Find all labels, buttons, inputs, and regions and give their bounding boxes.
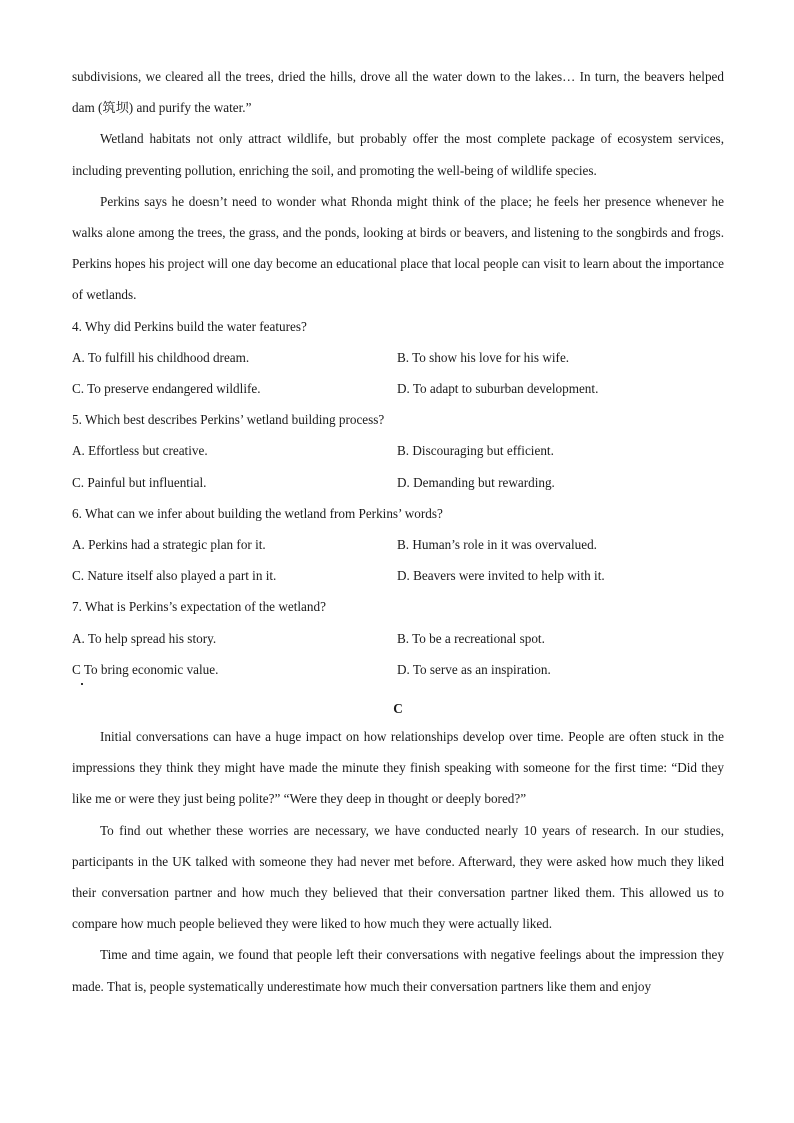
section-c-heading: C [393, 701, 403, 717]
question-stem: 6. What can we infer about building the wetland from Perkins’ words? [72, 505, 443, 521]
option-c[interactable]: C To bring economic value. [72, 661, 219, 677]
question-6 [72, 498, 724, 592]
option-c[interactable]: C. Nature itself also played a part in it. [72, 568, 277, 584]
option-d[interactable]: D. To serve as an inspiration. [397, 661, 551, 677]
option-a[interactable]: A. Effortless but creative. [72, 443, 208, 459]
option-d[interactable]: D. To adapt to suburban development. [397, 381, 599, 397]
question-stem: 4. Why did Perkins build the water features? [72, 318, 307, 334]
option-b[interactable]: B. To be a recreational spot. [397, 630, 545, 646]
passage-c-paragraph-3: Time and time again, we found that people left their conversations with negative feelings about the impression they made. That is, people systematically underestimate how much their conversation partners like them and enjoy [72, 947, 724, 994]
question-7 [72, 591, 724, 685]
passage-c-paragraph-1: Initial conversations can have a huge impact on how relationships develop over time. People are often stuck in the impressions they think they might have made the minute they finish speaking with someone for the first time: “Did they like me or were they just being polite?” “Were they deep in thought or deeply bored?” [72, 729, 724, 807]
option-c[interactable]: C. Painful but influential. [72, 474, 207, 490]
question-4 [72, 311, 724, 405]
passage-b-paragraph-1: subdivisions, we cleared all the trees, dried the hills, drove all the water down to the lakes… In turn, the beavers helped dam (筑坝) and purify the water.” [72, 69, 724, 116]
question-stem: 7. What is Perkins’s expectation of the wetland? [72, 599, 326, 615]
option-grid [72, 529, 724, 591]
option-d[interactable]: D. Demanding but rewarding. [397, 474, 555, 490]
option-grid [72, 623, 724, 685]
option-grid [72, 435, 724, 497]
question-stem: 5. Which best describes Perkins’ wetland building process? [72, 412, 385, 428]
option-b[interactable]: B. Human’s role in it was overvalued. [397, 537, 597, 553]
option-d[interactable]: D. Beavers were invited to help with it. [397, 568, 605, 584]
option-b[interactable]: B. Discouraging but efficient. [397, 443, 554, 459]
option-a[interactable]: A. To fulfill his childhood dream. [72, 349, 250, 365]
passage-b-paragraph-3: Perkins says he doesn’t need to wonder what Rhonda might think of the place; he feels her presence whenever he walks alone among the trees, the grass, and the ponds, looking at birds or beavers, and listening to the songbirds and frogs. Perkins hopes his project will one day become an educational place that local people can visit to learn about the importance of wetlands. [72, 193, 724, 303]
passage-c-paragraph-2: To find out whether these worries are necessary, we have conducted nearly 10 years of research. In our studies, participants in the UK talked with someone they had never met before. Afterward, they were asked how much they liked their conversation partner and how much they believed that their conversation partner liked them. This allowed us to compare how much people believed they were liked to how much they were actually liked. [72, 822, 724, 932]
option-b[interactable]: B. To show his love for his wife. [397, 349, 570, 365]
option-c[interactable]: C. To preserve endangered wildlife. [72, 381, 261, 397]
option-a[interactable]: A. To help spread his story. [72, 630, 217, 646]
stray-mark [81, 683, 83, 685]
passage-b-paragraph-2: Wetland habitats not only attract wildlife, but probably offer the most complete package of ecosystem services, including preventing pollution, enriching the soil, and promoting the well-being of wildlife species. [72, 131, 724, 178]
question-5 [72, 404, 724, 498]
passage-c [72, 721, 724, 1002]
document-page [72, 61, 724, 1002]
option-grid [72, 342, 724, 404]
option-a[interactable]: A. Perkins had a strategic plan for it. [72, 537, 266, 553]
passage-b-tail [72, 61, 724, 311]
